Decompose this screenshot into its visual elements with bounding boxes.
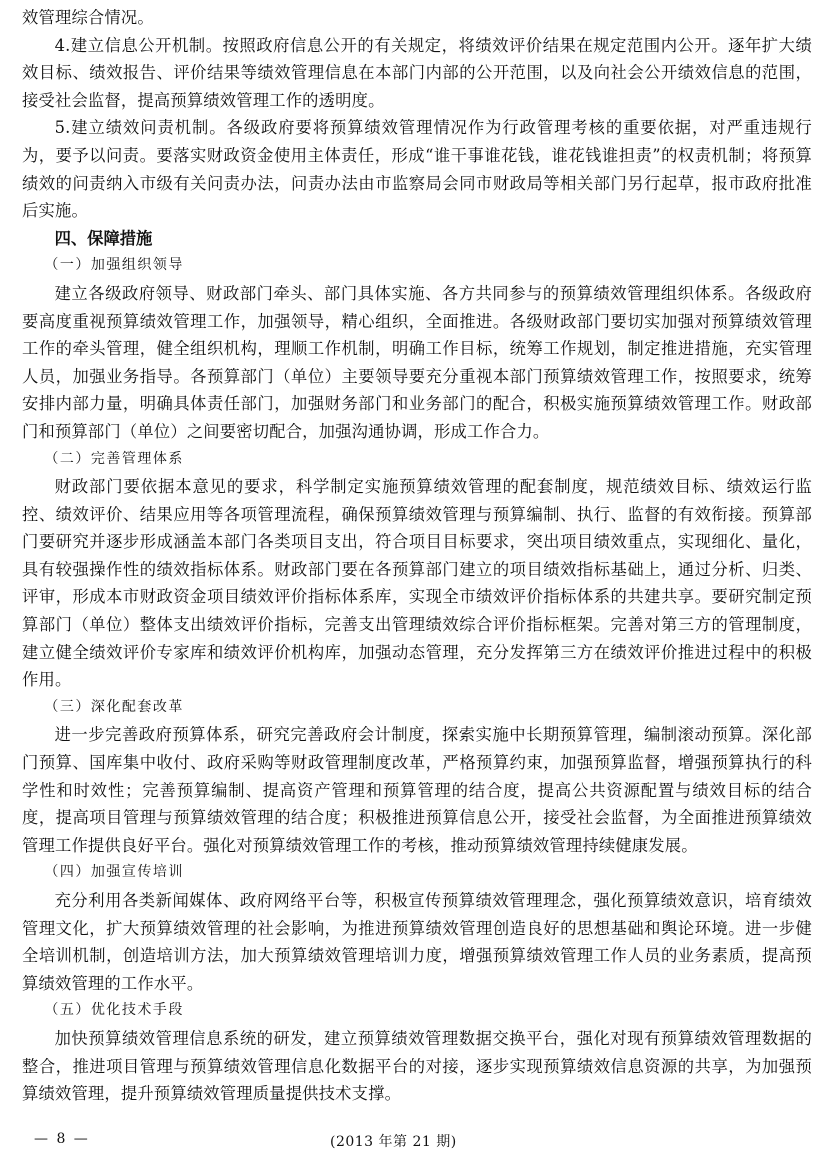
section-heading-safeguards: 四、保障措施: [54, 228, 153, 248]
paragraph-accountability: 5.建立绩效问责机制。各级政府要将预算绩效管理情况作为行政管理考核的重要依据，对严重违规行为，要予以问责。要落实财政资金使用主体责任，形成“谁干事谁花钱，谁花钱谁担责”的权责机制；将预算绩效的问责纳入市级有关问责办法，问责办法由市监察局会同市财政局等相关部门另行起草，报市政府批准后实施。: [22, 118, 812, 221]
document-body: [22, 4, 812, 1108]
paragraph-publicity-training: 充分利用各类新闻媒体、政府网络平台等，积极宣传预算绩效管理理念，强化预算绩效意识，培育绩效管理文化，扩大预算绩效管理的社会影响，为推进预算绩效管理创造良好的思想基础和舆论环境。进一步健全培训机制，创造培训方法，加大预算绩效管理培训力度，增强预算绩效管理工作人员的业务素质，提高预算绩效管理的工作水平。: [22, 891, 812, 993]
subheading-organization: （一）加强组织领导: [44, 257, 184, 274]
paragraph-organization: 建立各级政府领导、财政部门牵头、部门具体实施、各方共同参与的预算绩效管理组织体系。各级政府要高度重视预算绩效管理工作，加强领导，精心组织，全面推进。各级财政部门要切实加强对预算绩效管理工作的牵头管理，健全组织机构，理顺工作机制，明确工作目标，统筹工作规划，制定推进措施，充实管理人员，加强业务指导。各预算部门（单位）主要领导要充分重视本部门预算绩效管理工作，按照要求，统筹安排内部力量，明确具体责任部门，加强财务部门和业务部门的配合，积极实施预算绩效管理工作。财政部门和预算部门（单位）之间要密切配合，加强沟通协调，形成工作合力。: [22, 283, 812, 441]
subheading-technical-means: （五）优化技术手段: [44, 1002, 184, 1019]
subheading-management-system: （二）完善管理体系: [44, 450, 184, 467]
paragraph-info-disclosure: 4.建立信息公开机制。按照政府信息公开的有关规定，将绩效评价结果在规定范围内公开。逐年扩大绩效目标、绩效报告、评价结果等绩效管理信息在本部门内部的公开范围，以及向社会公开绩效信息的范围，接受社会监督，提高预算绩效管理工作的透明度。: [22, 35, 812, 110]
subheading-supporting-reform: （三）深化配套改革: [44, 698, 184, 715]
subheading-publicity-training: （四）加强宣传培训: [44, 864, 184, 881]
page-number: — 8 —: [34, 1131, 90, 1147]
paragraph-technical-means: 加快预算绩效管理信息系统的研发，建立预算绩效管理数据交换平台，强化对现有预算绩效管理数据的整合，推进项目管理与预算绩效管理信息化数据平台的对接，逐步实现预算绩效信息资源的共享，为加强预算绩效管理，提升预算绩效管理质量提供技术支撑。: [22, 1028, 812, 1104]
paragraph-supporting-reform: 进一步完善政府预算体系，研究完善政府会计制度，探索实施中长期预算管理，编制滚动预算。深化部门预算、国库集中收付、政府采购等财政管理制度改革，严格预算约束，加强预算监督，增强预算执行的科学性和时效性；完善预算编制、提高资产管理和预算管理的结合度，提高公共资源配置与绩效目标的结合度，提高项目管理与预算绩效管理的结合度；积极推进预算信息公开，接受社会监督，为全面推进预算绩效管理工作提供良好平台。强化对预算绩效管理工作的考核，推动预算绩效管理持续健康发展。: [22, 725, 812, 855]
paragraph-management-system: 财政部门要依据本意见的要求，科学制定实施预算绩效管理的配套制度，规范绩效目标、绩效运行监控、绩效评价、结果应用等各项管理流程，确保预算绩效管理与预算编制、执行、监督的有效衔接。预算部门要研究并逐步形成涵盖本部门各类项目支出，符合项目目标要求，突出项目绩效重点，实现细化、量化，具有较强操作性的绩效指标体系。财政部门要在各预算部门建立的项目绩效指标基础上，通过分析、归类、评审，形成本市财政资金项目绩效评价指标体系库，实现全市绩效评价指标体系的共建共享。要研究制定预算部门（单位）整体支出绩效评价指标，完善支出管理绩效综合评价指标框架。完善对第三方的管理制度，建立健全绩效评价专家库和绩效评价机构库，加强动态管理，充分发挥第三方在绩效评价推进过程中的积极作用。: [22, 477, 812, 690]
issue-label: (2013 年第 21 期): [330, 1134, 457, 1150]
page-footer: [0, 1131, 827, 1153]
intro-tail-paragraph: 效管理综合情况。: [22, 8, 154, 27]
